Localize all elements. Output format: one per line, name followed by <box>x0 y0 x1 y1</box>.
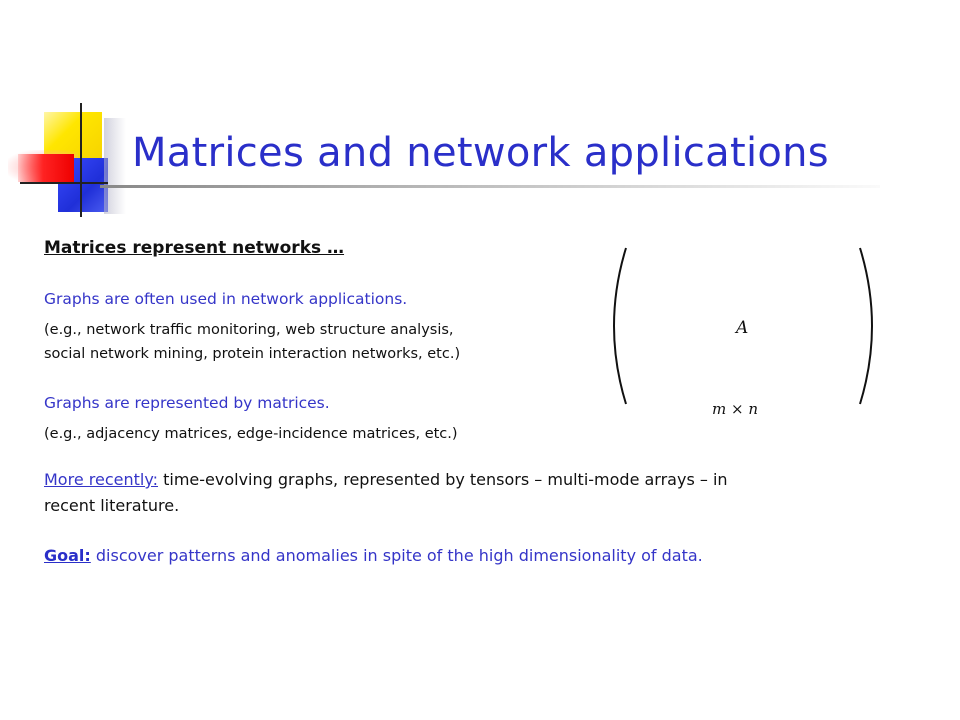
recent-text-line1 <box>44 470 728 489</box>
matrix-right-paren <box>860 248 872 404</box>
graphs-usage-example-line1: (e.g., network traffic monitoring, web structure analysis, <box>44 322 454 338</box>
logo-red-bar <box>18 154 74 182</box>
graphs-usage-text: Graphs are often used in network applications. <box>44 290 408 308</box>
graphs-matrices-example: (e.g., adjacency matrices, edge-incidence matrices, etc.) <box>44 426 458 442</box>
goal-label: Goal: <box>44 546 91 565</box>
matrix-symbol: A <box>736 318 749 338</box>
graphs-usage-example-line2: social network mining, protein interaction networks, etc.) <box>44 346 461 362</box>
logo-shadow <box>104 118 126 214</box>
recent-text-body: time-evolving graphs, represented by tensors – multi-mode arrays – in <box>158 470 728 489</box>
matrix-left-paren <box>614 248 626 404</box>
more-recently-label: More recently: <box>44 470 159 489</box>
section-heading: Matrices represent networks … <box>44 238 345 258</box>
title-underline-rule <box>100 185 880 188</box>
goal-text-body: discover patterns and anomalies in spite of the high dimensionality of data. <box>90 546 703 565</box>
goal-text <box>44 546 703 565</box>
recent-text-line2: recent literature. <box>44 496 180 515</box>
logo-vertical-line <box>80 103 82 217</box>
matrix-dimension-label: m × n <box>712 400 758 418</box>
graphs-matrices-text: Graphs are represented by matrices. <box>44 394 330 412</box>
logo-horizontal-line <box>20 182 108 184</box>
slide-title: Matrices and network applications <box>132 130 829 176</box>
